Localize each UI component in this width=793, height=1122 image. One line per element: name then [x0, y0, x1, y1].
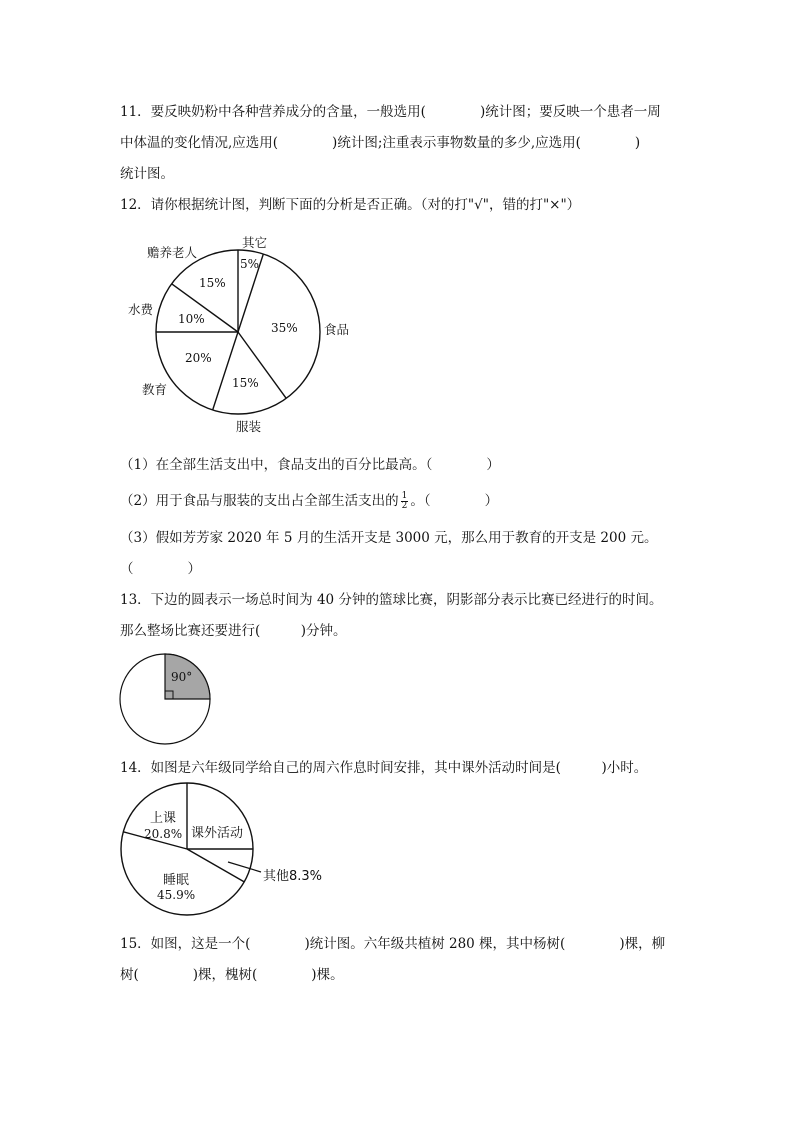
q12-value-elderly: 15% — [199, 276, 226, 290]
q12-value-education: 20% — [185, 351, 212, 365]
q12-statement-2-tail: 。（ ） — [410, 493, 499, 509]
q14-label-activity: 课外活动 — [191, 826, 244, 841]
q12-pie-chart — [120, 228, 370, 443]
q14-label-sleep: 睡眠 — [163, 873, 190, 888]
q12-value-food: 35% — [271, 321, 298, 335]
q12-label-elderly: 赡养老人 — [147, 245, 198, 260]
q13-line-1: 13．下边的圆表示一场总时间为 40 分钟的篮球比赛，阴影部分表示比赛已经进行的时间。 — [120, 592, 663, 608]
q12-statement-3-paren: （ ） — [120, 561, 201, 577]
q14-value-class: 20.8% — [144, 827, 183, 841]
q13-angle-label: 90° — [171, 670, 193, 684]
q12-statement-2-text: （2）用于食品与服装的支出占全部生活支出的 — [120, 493, 399, 509]
q12-value-water: 10% — [178, 312, 205, 326]
q12-statement-1: （1）在全部生活支出中，食品支出的百分比最高。（ ） — [120, 457, 500, 473]
q13-circle-chart — [118, 652, 214, 748]
q12-fraction — [401, 492, 409, 511]
q11-line-1: 11．要反映奶粉中各种营养成分的含量，一般选用( )统计图；要反映一个患者一周 — [120, 104, 661, 120]
q14-line-1: 14．如图是六年级同学给自己的周六作息时间安排，其中课外活动时间是( )小时。 — [120, 760, 648, 776]
q12-label-education: 教育 — [142, 382, 168, 397]
q12-statement-2 — [120, 492, 498, 511]
q12-statement-3: （3）假如芳芳家 2020 年 5 月的生活开支是 3000 元，那么用于教育的开支是 200 元。 — [120, 530, 658, 546]
q15-line-1: 15．如图，这是一个( )统计图。六年级共植树 280 棵，其中杨树( )棵，柳 — [120, 936, 666, 952]
q12-label-water: 水费 — [128, 302, 154, 317]
q12-label-food: 食品 — [324, 322, 350, 337]
q14-pie-chart — [118, 786, 338, 916]
q12-fraction-denominator: 2 — [401, 501, 408, 511]
q12-label-other: 其它 — [242, 235, 268, 250]
q12-fraction-numerator: 1 — [401, 491, 408, 501]
q13-line-2: 那么整场比赛还要进行( )分钟。 — [120, 623, 347, 639]
q14-value-sleep: 45.9% — [157, 888, 196, 902]
q15-line-2: 树( )棵，槐树( )棵。 — [120, 967, 344, 983]
q14-label-class: 上课 — [150, 811, 177, 826]
q12-value-clothing: 15% — [232, 376, 259, 390]
q11-line-3: 统计图。 — [120, 166, 174, 182]
q14-label-other: 其他8.3% — [263, 869, 323, 884]
q12-stem: 12．请你根据统计图，判断下面的分析是否正确。（对的打"√"，错的打"×"） — [120, 197, 581, 213]
q11-line-2: 中体温的变化情况,应选用( )统计图;注重表示事物数量的多少,应选用( ) — [120, 135, 641, 151]
q12-value-other: 5% — [240, 257, 260, 271]
q12-label-clothing: 服装 — [236, 419, 262, 434]
